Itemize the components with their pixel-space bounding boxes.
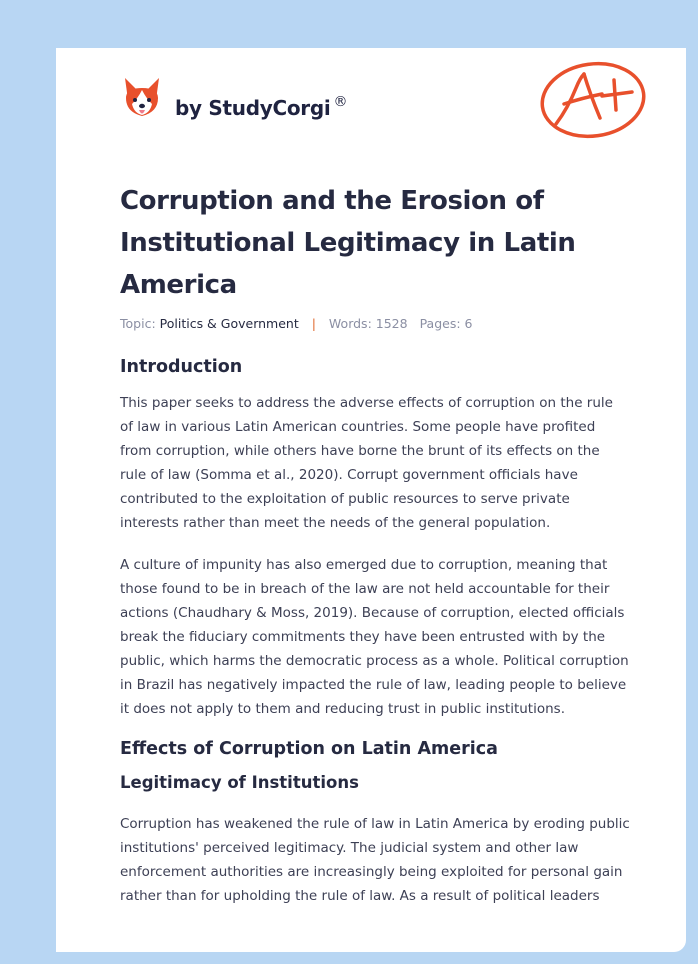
paragraph: This paper seeks to address the adverse effects of corruption on the rule of law in various Latin American countries. Some people have profited from corruption, while others have borne the brunt of its effects on the rule of law (Somma et al., 2020). Corrupt government officials have contributed to the exploitation of public resources to serve private interests rather than meet the needs of the general population. [120,395,613,531]
corgi-logo-icon[interactable] [122,76,162,120]
article-meta [120,316,630,331]
paragraph: A culture of impunity has also emerged due to corruption, meaning that those found to be in breach of the law are not held accountable for their actions (Chaudhary & Moss, 2019). Because of corruption, elected officials break the fiduciary commitments they have been entrusted with by the public, which harms the democratic process as a whole. Political corruption in Brazil has negatively impacted the rule of law, leading people to believe it does not apply to them and reducing trust in public institutions. [120,557,629,717]
brand-text: by StudyCorgi [175,96,331,120]
section-heading-effects: Effects of Corruption on Latin America [120,739,498,759]
words-value: 1528 [375,316,408,331]
pages-value: 6 [464,316,473,331]
subsection-heading-legitimacy: Legitimacy of Institutions [120,773,359,792]
page-title: Corruption and the Erosion of Institutional Legitimacy in Latin America [120,186,576,300]
article [120,180,630,908]
paragraph: Corruption has weakened the rule of law in Latin America by eroding public institutions' perceived legitimacy. The judicial system and other law enforcement authorities are increasingly being exploited for personal gain rather than for upholding the rule of law. As a result of political leaders [120,816,630,904]
brand-name[interactable] [175,96,347,120]
pages-label: Pages: [419,316,461,331]
registered-mark: ® [333,94,348,110]
topic-link[interactable]: Politics & Government [159,316,299,331]
section-heading-introduction: Introduction [120,357,243,377]
topic-label: Topic: [120,316,156,331]
meta-separator: | [311,316,316,331]
words-label: Words: [328,316,372,331]
document-page [56,48,686,952]
a-plus-grade-icon [538,58,650,146]
